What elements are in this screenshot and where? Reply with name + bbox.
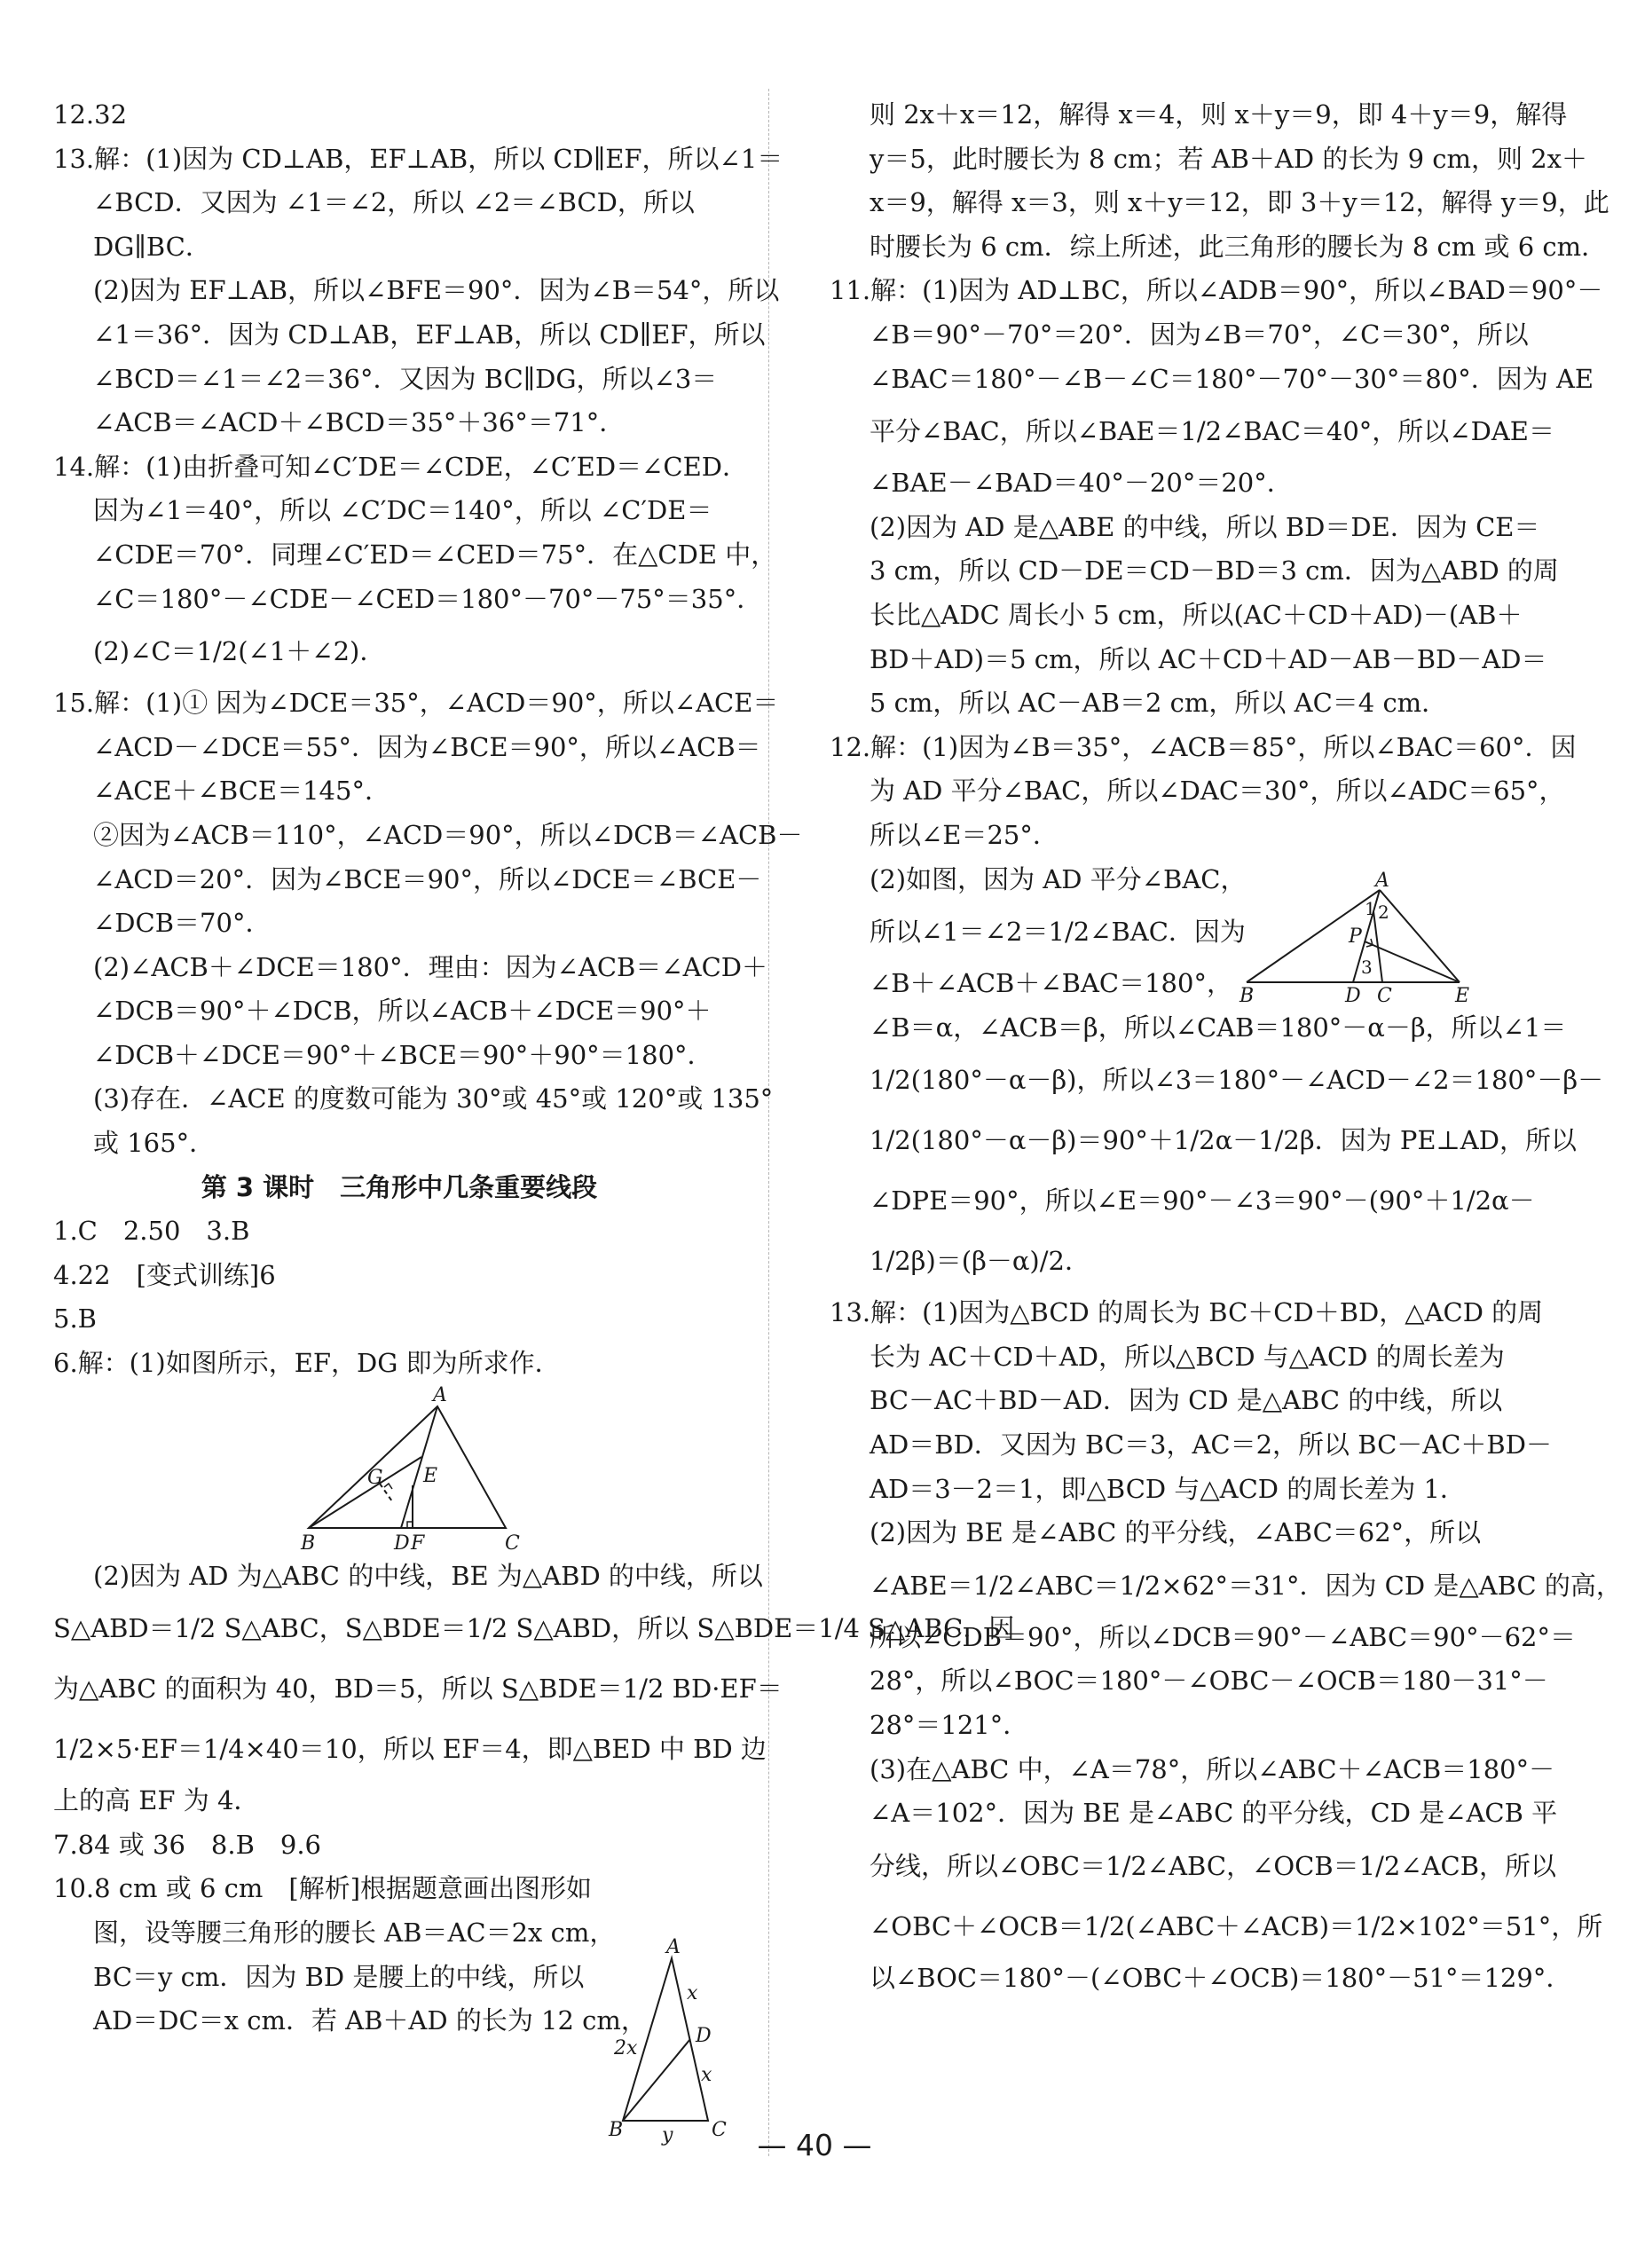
- answer-13b-line: 所以∠CDB＝90°，所以∠DCB＝90°－∠ABC＝90°－62°＝: [870, 1621, 1576, 1652]
- answer-10-line: AD＝DC＝x cm．若 AB＋AD 的长为 12 cm，: [93, 2005, 647, 2036]
- answer-12-line: 1/2β)＝(β－α)/2．: [870, 1246, 1090, 1277]
- answer-13-line: ∠1＝36°．因为 CD⊥AB，EF⊥AB，所以 CD∥EF，所以: [93, 319, 766, 350]
- answer-12-line: 所以∠1＝∠2＝1/2∠BAC．因为: [870, 917, 1246, 948]
- answer-13b-line: (2)因为 BE 是∠ABC 的平分线，∠ABC＝62°，所以: [870, 1517, 1482, 1548]
- label-C: C: [505, 1532, 520, 1555]
- answer-11-line: ∠BAE－∠BAD＝40°－20°＝20°．: [870, 468, 1293, 499]
- answer-13b-line: 长为 AC＋CD＋AD，所以△BCD 与△ACD 的周长差为: [870, 1341, 1505, 1372]
- answer-11-line: 11.解：(1)因为 AD⊥BC，所以∠ADB＝90°，所以∠BAD＝90°－: [830, 275, 1603, 306]
- page-number: — 40 —: [757, 2128, 872, 2162]
- figure-10-isosceles: [603, 1936, 754, 2146]
- answer-14-line: 14.解：(1)由折叠可知∠C′DE＝∠CDE，∠C′ED＝∠CED．: [53, 451, 749, 482]
- answer-11-line: BD＋AD)＝5 cm，所以 AC＋CD＋AD－AB－BD－AD＝: [870, 643, 1547, 674]
- answer-13-line: ∠BCD＝∠1＝∠2＝36°．又因为 BC∥DG，所以∠3＝: [93, 363, 718, 394]
- answer-10-continued: 则 2x＋x＝12，解得 x＝4，则 x＋y＝9，即 4＋y＝9，解得: [870, 99, 1568, 130]
- answer-13b-line: ∠ABE＝1/2∠ABC＝1/2×62°＝31°．因为 CD 是△ABC 的高，: [870, 1570, 1622, 1601]
- label-D: D: [696, 2025, 712, 2047]
- right-column: [830, 93, 1622, 2000]
- answers-7-9: 7.84 或 36 8.B 9.6: [53, 1829, 322, 1860]
- label-G: G: [367, 1466, 383, 1489]
- answer-15-line: ∠DCB＋∠DCE＝90°＋∠BCE＝90°＋90°＝180°．: [93, 1039, 713, 1070]
- label-B: B: [301, 1532, 316, 1555]
- label-x-lower: x: [701, 2064, 712, 2086]
- answer-6-line: 6.解：(1)如图所示，EF，DG 即为所求作．: [53, 1348, 561, 1379]
- label-B: B: [609, 2119, 624, 2141]
- answer-15-line: 或 165°．: [93, 1128, 216, 1159]
- answer-15-line: ②因为∠ACB＝110°，∠ACD＝90°，所以∠DCB＝∠ACB－: [93, 819, 803, 850]
- answer-13-line: 13.解：(1)因为 CD⊥AB，EF⊥AB，所以 CD∥EF，所以∠1＝: [53, 143, 783, 174]
- answer-11-line: 平分∠BAC，所以∠BAE＝1/2∠BAC＝40°，所以∠DAE＝: [870, 416, 1554, 447]
- answer-5: 5.B: [53, 1303, 97, 1335]
- answer-13b-line: AD＝3－2＝1，即△BCD 与△ACD 的周长差为 1．: [870, 1473, 1466, 1504]
- answer-13b-line: 13.解：(1)因为△BCD 的周长为 BC＋CD＋BD，△ACD 的周: [830, 1297, 1544, 1328]
- answer-10-line: 图，设等腰三角形的腰长 AB＝AC＝2x cm，: [93, 1918, 616, 1948]
- answer-12-line: 所以∠E＝25°．: [870, 819, 1058, 850]
- answer-6-line: 1/2×5·EF＝1/4×40＝10，所以 EF＝4，即△BED 中 BD 边: [53, 1734, 767, 1765]
- answer-14-line: ∠CDE＝70°．同理∠C′ED＝∠CED＝75°．在△CDE 中，: [93, 539, 777, 570]
- answer-13-line: (2)因为 EF⊥AB，所以∠BFE＝90°．因为∠B＝54°，所以: [93, 275, 780, 306]
- answer-15-line: ∠ACD＝20°．因为∠BCE＝90°，所以∠DCE＝∠BCE－: [93, 863, 762, 894]
- label-A: A: [666, 1936, 681, 1958]
- answer-6-line: 为△ABC 的面积为 40，BD＝5，所以 S△BDE＝1/2 BD·EF＝: [53, 1673, 783, 1705]
- answer-4: 4.22 [变式训练]6: [53, 1259, 276, 1290]
- answer-11-line: ∠BAC＝180°－∠B－∠C＝180°－70°－30°＝80°．因为 AE: [870, 363, 1594, 394]
- label-F: F: [411, 1532, 425, 1555]
- answer-13b-line: (3)在△ABC 中，∠A＝78°，所以∠ABC＋∠ACB＝180°－: [870, 1753, 1555, 1784]
- answer-6-line: 上的高 EF 为 4．: [53, 1785, 260, 1816]
- answers-1-3: 1.C 2.50 3.B: [53, 1216, 250, 1247]
- label-angle-3: 3: [1361, 957, 1373, 978]
- answer-11-line: 3 cm，所以 CD－DE＝CD－BD＝3 cm．因为△ABD 的周: [870, 555, 1559, 587]
- label-D: D: [1345, 985, 1361, 1007]
- answer-14-line: 因为∠1＝40°，所以 ∠C′DC＝140°，所以 ∠C′DE＝: [93, 495, 712, 526]
- figure-6-triangle: [53, 1383, 745, 1555]
- answer-12-line: 为 AD 平分∠BAC，所以∠DAC＝30°，所以∠ADC＝65°，: [870, 776, 1565, 807]
- answer-13b-line: AD＝BD．又因为 BC＝3，AC＝2，所以 BC－AC＋BD－: [870, 1429, 1552, 1461]
- label-A: A: [1375, 870, 1389, 892]
- label-D: D: [394, 1532, 410, 1555]
- answer-12-line: ∠B＋∠ACB＋∠BAC＝180°，: [870, 968, 1232, 999]
- answer-13-line: ∠ACB＝∠ACD＋∠BCD＝35°＋36°＝71°．: [93, 407, 626, 438]
- label-E: E: [1455, 985, 1470, 1007]
- label-y: y: [662, 2124, 673, 2146]
- label-P: P: [1349, 925, 1362, 948]
- answer-10-continued: x＝9，解得 x＝3，则 x＋y＝12，即 3＋y＝12，解得 y＝9，此: [870, 187, 1609, 218]
- answer-10-continued: y＝5，此时腰长为 8 cm；若 AB＋AD 的长为 9 cm，则 2x＋: [870, 143, 1587, 174]
- answer-12-line: ∠DPE＝90°，所以∠E＝90°－∠3＝90°－(90°＋1/2α－: [870, 1185, 1535, 1217]
- label-angle-2: 2: [1378, 902, 1389, 923]
- answer-15-line: 15.解：(1)① 因为∠DCE＝35°，∠ACD＝90°，所以∠ACE＝: [53, 688, 779, 719]
- answer-11-line: 长比△ADC 周长小 5 cm，所以(AC＋CD＋AD)－(AB＋: [870, 599, 1523, 630]
- answer-13b-line: 以∠BOC＝180°－(∠OBC＋∠OCB)＝180°－51°＝129°．: [870, 1962, 1572, 1993]
- answer-15-line: ∠ACD－∠DCE＝55°．因为∠BCE＝90°，所以∠ACB＝: [93, 731, 761, 762]
- answer-11-line: (2)因为 AD 是△ABE 的中线，所以 BD＝DE．因为 CE＝: [870, 511, 1540, 542]
- answer-15-line: ∠DCB＝70°．: [93, 908, 272, 939]
- answer-12-line: 12.解：(1)因为∠B＝35°，∠ACB＝85°，所以∠BAC＝60°．因: [830, 731, 1577, 762]
- label-angle-1: 1: [1365, 898, 1376, 919]
- answer-13b-line: 28°，所以∠BOC＝180°－∠OBC－∠OCB＝180－31°－: [870, 1666, 1548, 1697]
- answer-15-line: ∠DCB＝90°＋∠DCB，所以∠ACB＋∠DCE＝90°＋: [93, 996, 712, 1027]
- section-heading: 第 3 课时 三角形中几条重要线段: [201, 1171, 598, 1202]
- label-A: A: [433, 1383, 447, 1406]
- label-B: B: [1239, 985, 1255, 1007]
- answer-11-line: 5 cm，所以 AC－AB＝2 cm，所以 AC＝4 cm．: [870, 688, 1448, 719]
- answer-13b-line: 分线，所以∠OBC＝1/2∠ABC，∠OCB＝1/2∠ACB，所以: [870, 1850, 1557, 1881]
- answer-13-line: ∠BCD．又因为 ∠1＝∠2，所以 ∠2＝∠BCD，所以: [93, 187, 695, 218]
- answer-13b-line: 28°＝121°．: [870, 1710, 1029, 1741]
- answer-14-line: (2)∠C＝1/2(∠1＋∠2)．: [93, 636, 386, 667]
- answer-12: 12.32: [53, 99, 128, 130]
- answer-15-line: (3)存在．∠ACE 的度数可能为 30°或 45°或 120°或 135°: [93, 1083, 774, 1114]
- answer-13b-line: ∠OBC＋∠OCB＝1/2(∠ABC＋∠ACB)＝1/2×102°＝51°，所: [870, 1910, 1603, 1941]
- label-2x: 2x: [614, 2037, 638, 2059]
- figure-12-triangle: [1238, 870, 1473, 1007]
- answer-10-line: BC＝y cm．因为 BD 是腰上的中线，所以: [93, 1961, 585, 1992]
- answer-12-line: 1/2(180°－α－β)，所以∠3＝180°－∠ACD－∠2＝180°－β－: [870, 1065, 1604, 1096]
- answer-10-continued: 时腰长为 6 cm．综上所述，此三角形的腰长为 8 cm 或 6 cm．: [870, 231, 1608, 262]
- label-x-upper: x: [687, 1982, 698, 2004]
- figure-6-svg: [53, 1383, 745, 1555]
- answer-6-line: (2)因为 AD 为△ABC 的中线，BE 为△ABD 的中线，所以: [93, 1560, 763, 1591]
- answer-13b-line: BC－AC＋BD－AD．因为 CD 是△ABC 的中线，所以: [870, 1385, 1503, 1416]
- answer-15-line: ∠ACE＋∠BCE＝145°．: [93, 776, 390, 807]
- answer-11-line: ∠B＝90°－70°＝20°．因为∠B＝70°，∠C＝30°，所以: [870, 319, 1529, 350]
- answer-13b-line: ∠A＝102°．因为 BE 是∠ABC 的平分线，CD 是∠ACB 平: [870, 1798, 1558, 1829]
- answer-12-line: ∠B＝α，∠ACB＝β，所以∠CAB＝180°－α－β，所以∠1＝: [870, 1012, 1567, 1043]
- answer-14-line: ∠C＝180°－∠CDE－∠CED＝180°－70°－75°＝35°．: [93, 583, 763, 614]
- answer-10-line: 10.8 cm 或 6 cm [解析]根据题意画出图形如: [53, 1873, 593, 1904]
- answer-12-line: (2)如图，因为 AD 平分∠BAC，: [870, 863, 1247, 894]
- answer-6-line: S△ABD＝1/2 S△ABC，S△BDE＝1/2 S△ABD，所以 S△BDE＝1/4 S△ABC．因: [53, 1613, 1015, 1644]
- label-E: E: [423, 1464, 438, 1487]
- label-C: C: [1377, 985, 1392, 1007]
- label-C: C: [712, 2119, 727, 2141]
- answer-13-line: DG∥BC．: [93, 231, 211, 262]
- answer-12-line: 1/2(180°－α－β)＝90°＋1/2α－1/2β．因为 PE⊥AD，所以: [870, 1125, 1577, 1156]
- answer-15-line: (2)∠ACB＋∠DCE＝180°．理由：因为∠ACB＝∠ACD＋: [93, 951, 768, 982]
- column-divider: [768, 89, 769, 2156]
